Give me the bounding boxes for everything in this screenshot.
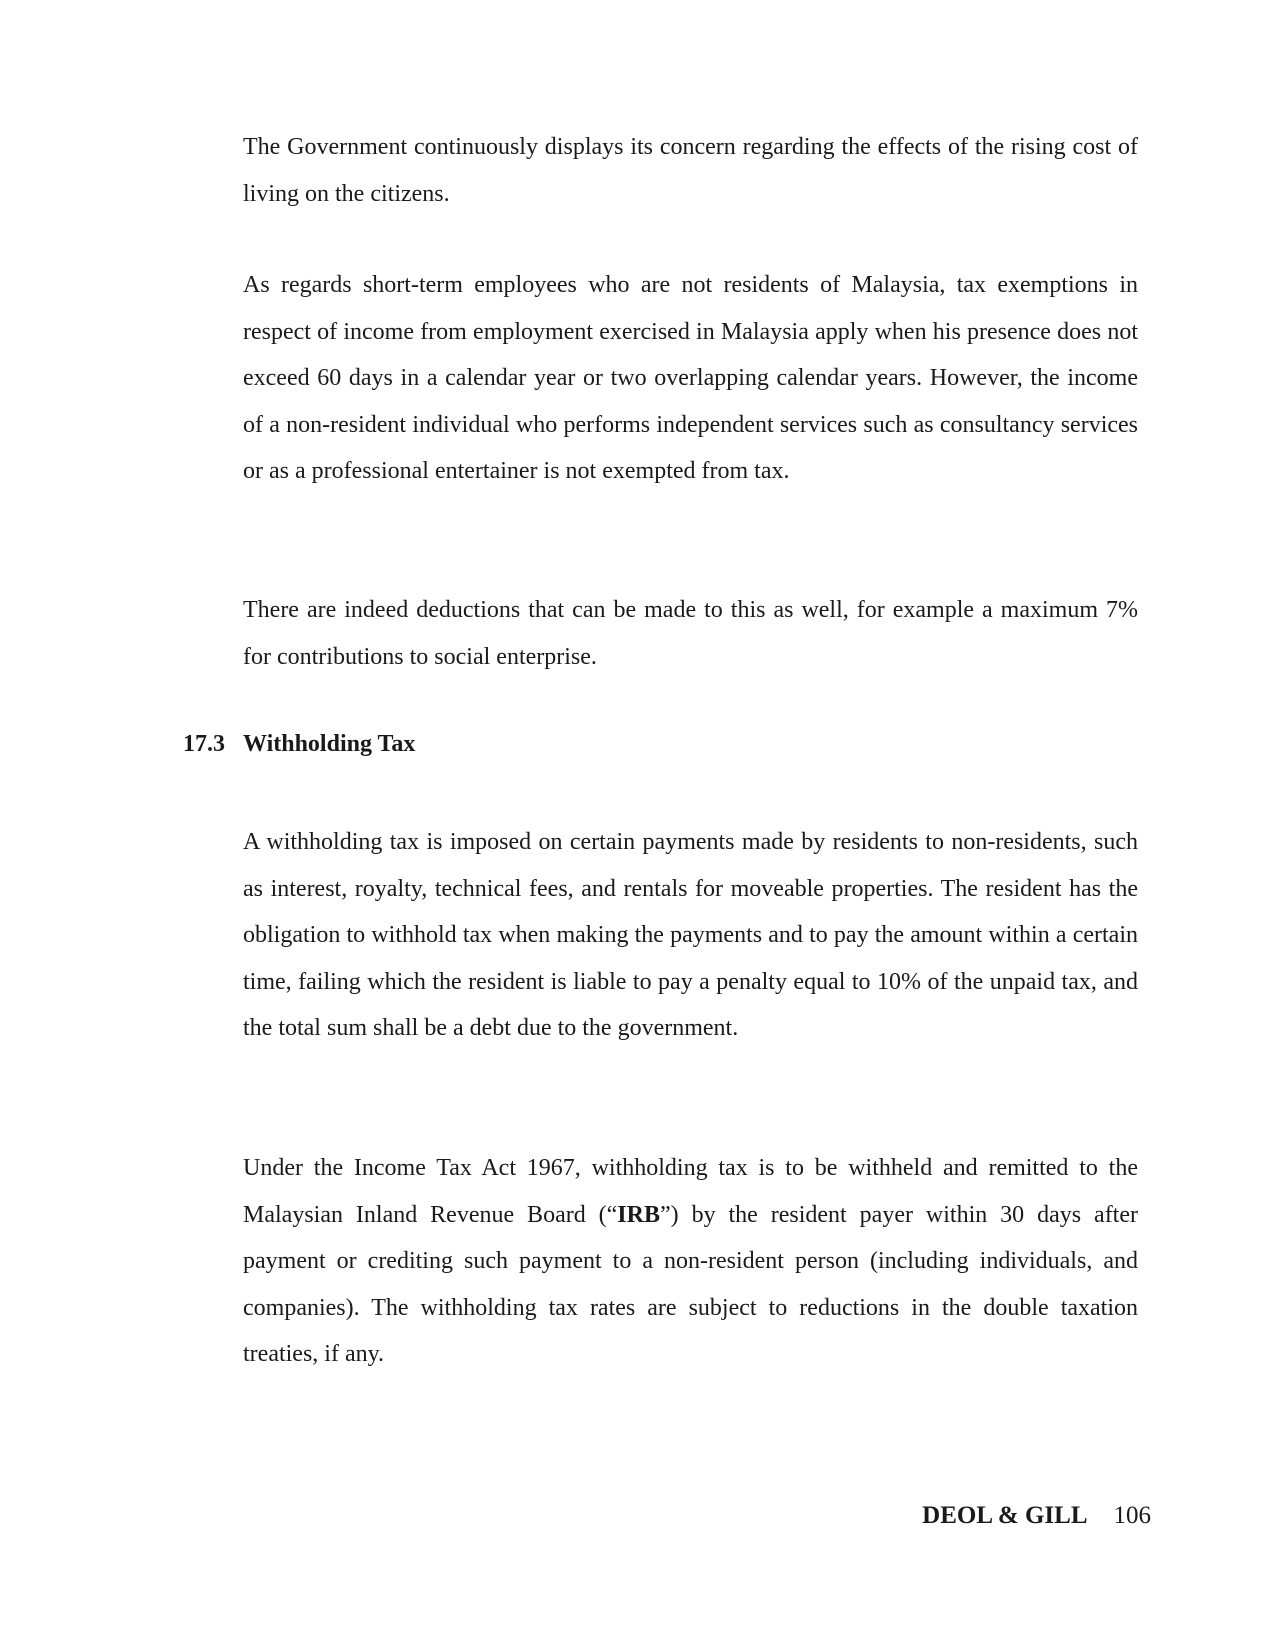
- paragraph-deductions: There are indeed deductions that can be made to this as well, for example a maximum 7% for contributions to social enterprise.: [243, 597, 1138, 670]
- paragraph-withholding-tax-definition: A withholding tax is imposed on certain payments made by residents to non-residents, such as interest, royalty, technical fees, and rentals for moveable properties. The resident has the obligation to withhold tax when making the payments and to pay the amount within a certain time, failing which the resident is liable to pay a penalty equal to 10% of the unpaid tax, and the total sum shall be a debt due to the government.: [243, 829, 1138, 1041]
- paragraph-income-tax-act: [243, 1145, 1138, 1378]
- section-title: Withholding Tax: [243, 731, 416, 757]
- paragraph-short-term-employees: As regards short-term employees who are not residents of Malaysia, tax exemptions in respect of income from employment exercised in Malaysia apply when his presence does not exceed 60 days in a calendar year or two overlapping calendar years. However, the income of a non-resident individual who performs independent services such as consultancy services or as a professional entertainer is not exempted from tax.: [243, 272, 1138, 484]
- paragraph-cost-of-living: The Government continuously displays its concern regarding the effects of the rising cost of living on the citizens.: [243, 134, 1138, 207]
- page-number: 106: [1113, 1502, 1151, 1529]
- footer-firm-name: DEOL & GILL: [922, 1502, 1088, 1529]
- irb-abbreviation: IRB: [617, 1201, 660, 1228]
- section-number: 17.3: [183, 731, 225, 757]
- section-heading: [183, 728, 415, 760]
- paragraph-income-tax-act-text-1: Under the Income Tax Act 1967, withholding tax is to be withheld and remitted to the Malaysian Inland Revenue Board (“: [243, 1155, 1138, 1228]
- paragraph-income-tax-act-text-2: ”) by the resident payer within 30 days after payment or crediting such payment to a non-resident person (including individuals, and companies). The withholding tax rates are subject to reductions in the double taxation treaties, if any.: [243, 1201, 1138, 1367]
- page-footer: [922, 1500, 1151, 1532]
